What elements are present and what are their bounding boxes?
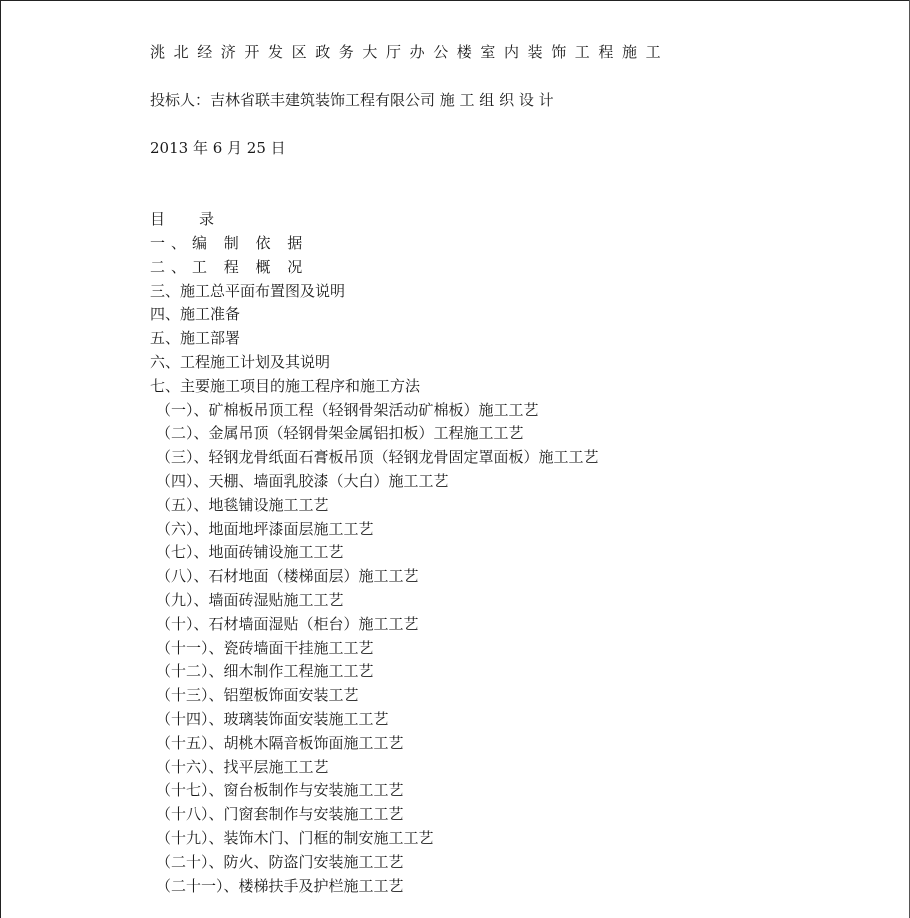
toc-heading [150, 209, 214, 229]
toc-item: （十六）、找平层施工工艺 [156, 757, 329, 776]
toc-item: （二）、金属吊顶（轻钢骨架金属铝扣板）工程施工工艺 [156, 424, 524, 443]
toc-item: 一、编 制 依 据 [150, 234, 309, 252]
toc-item: （十一）、瓷砖墙面干挂施工工艺 [156, 638, 374, 657]
toc-item: （三）、轻钢龙骨纸面石膏板吊顶（轻钢龙骨固定罩面板）施工工艺 [156, 448, 599, 467]
toc-item: （十二）、细木制作工程施工工艺 [156, 662, 374, 681]
toc-heading-right: 录 [199, 210, 215, 228]
page-border-top [0, 0, 910, 1]
toc-item: （十七）、窗台板制作与安装施工工艺 [156, 781, 404, 800]
toc-item: （九）、墙面砖湿贴施工工艺 [156, 590, 344, 609]
toc-item: 七、主要施工项目的施工程序和施工方法 [150, 376, 421, 395]
toc-item: （二十）、防火、防盗门安装施工工艺 [156, 852, 404, 871]
toc-item: （十）、石材墙面湿贴（柜台）施工工艺 [156, 614, 419, 633]
toc-item: 二、工 程 概 况 [150, 257, 309, 276]
toc-item: （八）、石材地面（楼梯面层）施工工艺 [156, 567, 419, 586]
toc-item: 三、施工总平面布置图及说明 [150, 281, 346, 300]
toc-item: （十三）、铝塑板饰面安装工艺 [156, 686, 359, 705]
toc-heading-left: 目 [150, 210, 166, 228]
toc-item: （十五）、胡桃木隔音板饰面施工工艺 [156, 733, 404, 752]
page-border-left [0, 0, 1, 918]
bidder-line: 投标人：吉林省联丰建筑装饰工程有限公司 施 工 组 织 设 计 [150, 91, 554, 109]
toc-item: （十九）、装饰木门、门框的制安施工工艺 [156, 828, 434, 847]
toc-item: 四、施工准备 [150, 305, 241, 324]
toc-item: （六）、地面地坪漆面层施工工艺 [156, 519, 374, 538]
table-of-contents [150, 233, 599, 899]
toc-item: （五）、地毯铺设施工工艺 [156, 495, 329, 514]
toc-item: （十四）、玻璃装饰面安装施工工艺 [156, 709, 389, 728]
toc-item: （十八）、门窗套制作与安装施工工艺 [156, 805, 404, 824]
toc-item: （二十一）、楼梯扶手及护栏施工工艺 [156, 876, 404, 895]
document-title: 洮北经济开发区政务大厅办公楼室内装饰工程施工 [150, 43, 670, 61]
toc-item: （七）、地面砖铺设施工工艺 [156, 543, 344, 562]
toc-item: 五、施工部署 [150, 329, 241, 348]
toc-item: （一）、矿棉板吊顶工程（轻钢骨架活动矿棉板）施工工艺 [156, 400, 539, 419]
document-date: 2013 年 6 月 25 日 [150, 139, 286, 157]
toc-item: 六、工程施工计划及其说明 [150, 352, 331, 371]
toc-item: （四）、天棚、墙面乳胶漆（大白）施工工艺 [156, 471, 449, 490]
